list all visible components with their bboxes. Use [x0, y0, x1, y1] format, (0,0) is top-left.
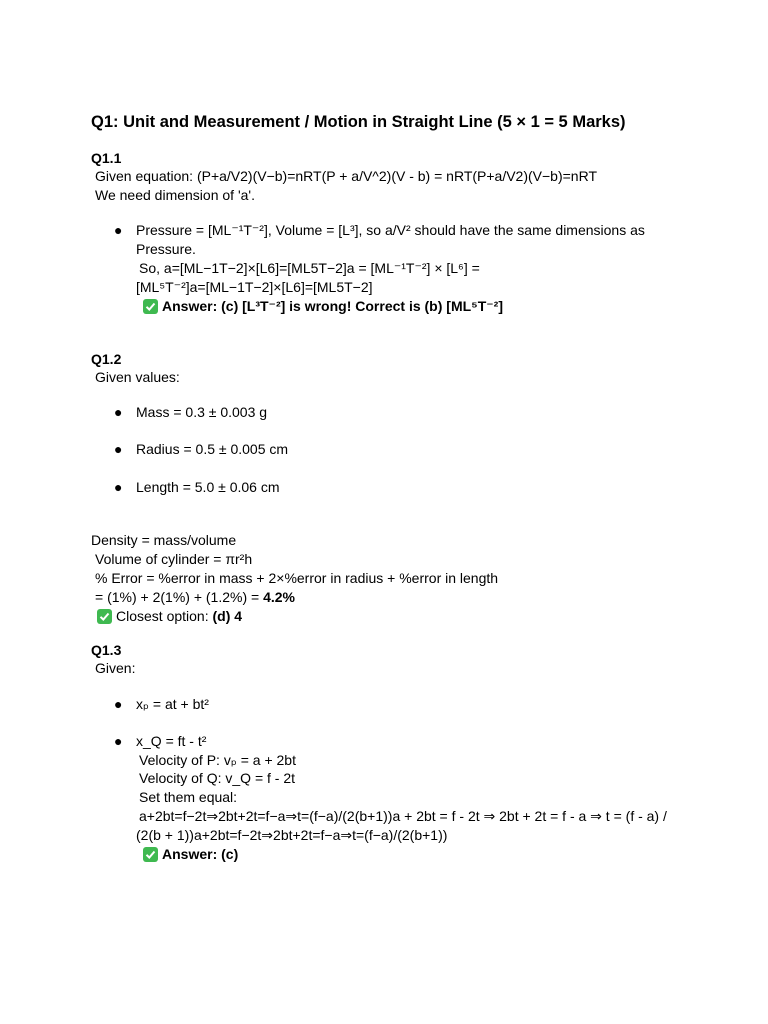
q1-2-heading: Q1.2	[91, 351, 122, 367]
q1-1-answer: Answer: (c) [L³T⁻²] is wrong! Correct is (b) [ML⁵T⁻²]	[162, 298, 503, 314]
q1-3-eq-line1: a+2bt=f−2t⇒2bt+2t=f−a⇒t=(f−a)/(2(b+1))a + 2bt = f - 2t ⇒ 2bt + 2t = f - a ⇒ t = (f - a) /	[139, 808, 667, 824]
q1-2-closest-value: (d) 4	[212, 608, 243, 624]
check-mark-icon	[143, 847, 158, 862]
q1-3-answer-row	[143, 846, 238, 863]
q1-1-so-line1: So, a=[ML−1T−2]×[L6]=[ML5T−2]a = [ML⁻¹T⁻²] × [L⁶] =	[139, 260, 480, 276]
q1-3-velocity-p: Velocity of P: vₚ = a + 2bt	[139, 752, 296, 768]
q1-1-heading: Q1.1	[91, 150, 122, 166]
q1-3-heading: Q1.3	[91, 642, 122, 658]
check-mark-icon	[97, 609, 112, 624]
q1-3-bullet-xp: xₚ = at + bt²	[136, 696, 209, 712]
q1-2-volume: Volume of cylinder = πr²h	[95, 551, 253, 567]
bullet-dot: ●	[114, 222, 123, 238]
q1-3-bullet-xq: x_Q = ft - t²	[136, 733, 207, 749]
q1-1-answer-row	[143, 298, 503, 315]
q1-2-given: Given values:	[95, 369, 180, 385]
bullet-dot: ●	[114, 479, 123, 495]
q1-3-given: Given:	[95, 660, 136, 676]
q1-2-calc: = (1%) + 2(1%) + (1.2%) =	[95, 589, 264, 605]
q1-2-bullet-mass: Mass = 0.3 ± 0.003 g	[136, 404, 268, 420]
q1-2-calc-result: 4.2%	[263, 589, 295, 605]
bullet-dot: ●	[114, 696, 123, 712]
q1-3-velocity-q: Velocity of Q: v_Q = f - 2t	[139, 770, 296, 786]
q1-2-closest-label: Closest option:	[116, 608, 213, 624]
q1-3-set-equal: Set them equal:	[139, 789, 238, 805]
q1-3-eq-line2: (2(b + 1))a+2bt=f−2t⇒2bt+2t=f−a⇒t=(f−a)/(2(b+1))	[136, 827, 448, 843]
q1-1-so-line2: [ML⁵T⁻²]a=[ML−1T−2]×[L6]=[ML5T−2]	[136, 279, 373, 295]
page-title: Q1: Unit and Measurement / Motion in Straight Line (5 × 1 = 5 Marks)	[91, 113, 626, 131]
q1-2-density: Density = mass/volume	[91, 532, 237, 548]
q1-2-bullet-radius: Radius = 0.5 ± 0.005 cm	[136, 441, 289, 457]
q1-3-answer: Answer: (c)	[162, 846, 239, 862]
q1-1-need: We need dimension of 'a'.	[95, 187, 255, 203]
check-mark-icon	[143, 299, 158, 314]
bullet-dot: ●	[114, 733, 123, 749]
q1-2-closest-row	[97, 608, 242, 625]
q1-1-given: Given equation: (P+a/V2)(V−b)=nRT(P + a/V^2)(V - b) = nRT(P+a/V2)(V−b)=nRT	[95, 168, 597, 184]
q1-1-pressure-line1: Pressure = [ML⁻¹T⁻²], Volume = [L³], so a/V² should have the same dimensions as	[136, 222, 645, 238]
q1-2-error: % Error = %error in mass + 2×%error in radius + %error in length	[95, 570, 499, 586]
q1-2-bullet-length: Length = 5.0 ± 0.06 cm	[136, 479, 280, 495]
q1-2-calc-row	[95, 589, 295, 606]
bullet-dot: ●	[114, 404, 123, 420]
q1-1-pressure-line2: Pressure.	[136, 241, 196, 257]
bullet-dot: ●	[114, 441, 123, 457]
